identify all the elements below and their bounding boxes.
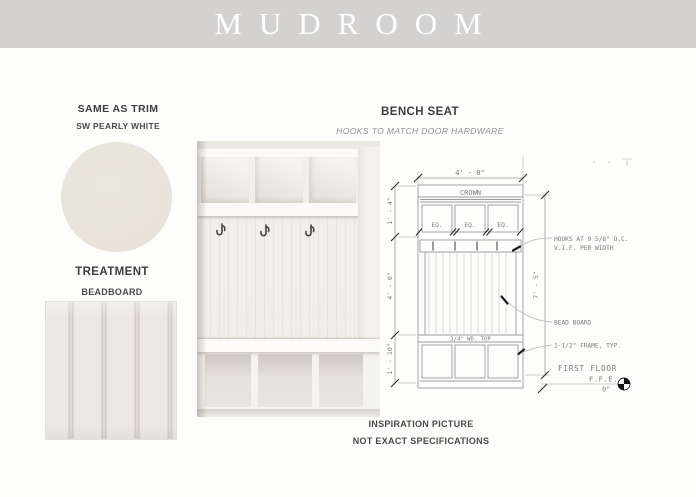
note-frame: 1-1/2" FRAME, TYP. (554, 342, 622, 350)
elevation-drawing (386, 148, 662, 400)
eq-label: EQ. (497, 222, 509, 229)
dim-left-bottom: 1' - 10" (386, 343, 394, 375)
dim-width-label: 4' - 0" (455, 169, 485, 177)
dim-left-mid: 4' - 0" (386, 272, 394, 300)
eq-label: EQ. (431, 222, 443, 229)
note-beadboard: BEAD BOARD (554, 319, 592, 327)
hooks-note: HOOKS TO MATCH DOOR HARDWARE (336, 126, 504, 136)
photo-left-shadow (197, 141, 207, 417)
level-first-floor: FIRST FLOOR (558, 364, 618, 373)
bench-seat-title: BENCH SEAT (381, 106, 459, 118)
dim-right: 7' - 5" (532, 271, 540, 299)
crown-label: CROWN (459, 189, 482, 197)
note-wood-top: 3/4" WD. TOP (450, 336, 491, 343)
header-banner (0, 0, 696, 48)
dim-left-top: 1' - 4" (386, 197, 394, 225)
dimension-lines (395, 178, 545, 383)
level-ffe: F.F.E. (589, 375, 618, 384)
note-hooks-1: HOOKS AT 9 5/8" O.C. (554, 236, 629, 243)
page-title: MUDROOM (214, 6, 499, 41)
treatment-label: TREATMENT (75, 266, 149, 278)
treatment-sublabel: BEADBOARD (81, 287, 143, 297)
photo-lower-cubby (205, 354, 251, 407)
coat-hook-icon (306, 225, 314, 236)
photo-floor-shadow (197, 409, 380, 417)
caption-not-exact: NOT EXACT SPECIFICATIONS (352, 436, 490, 446)
faint-marks (593, 159, 632, 166)
inspiration-photo (197, 141, 380, 417)
caption-inspiration: INSPIRATION PICTURE (368, 419, 474, 429)
beadboard-sample-image (45, 301, 177, 440)
note-hooks-2: V.I.F. PER WIDTH (554, 245, 614, 252)
paint-swatch-pearly-white (61, 142, 172, 252)
cabinet-outline (418, 185, 523, 388)
coat-hook-icon (217, 224, 225, 235)
photo-lower-cubby (319, 354, 363, 407)
beadboard-lines (429, 253, 506, 334)
extension-lines (398, 156, 617, 384)
trim-label: SAME AS TRIM (77, 103, 159, 115)
level-zero: 0" (602, 385, 611, 394)
eq-label: EQ. (464, 222, 476, 229)
leader-arrows (502, 247, 525, 355)
trim-sublabel: SW PEARLY WHITE (76, 121, 160, 131)
photo-bench-top (197, 339, 380, 352)
photo-lower-cubby (258, 354, 312, 407)
level-datum-icon (618, 378, 630, 390)
hook-rail-ticks (433, 242, 497, 251)
coat-hook-icon (261, 225, 269, 236)
dimension-ticks (391, 174, 549, 393)
